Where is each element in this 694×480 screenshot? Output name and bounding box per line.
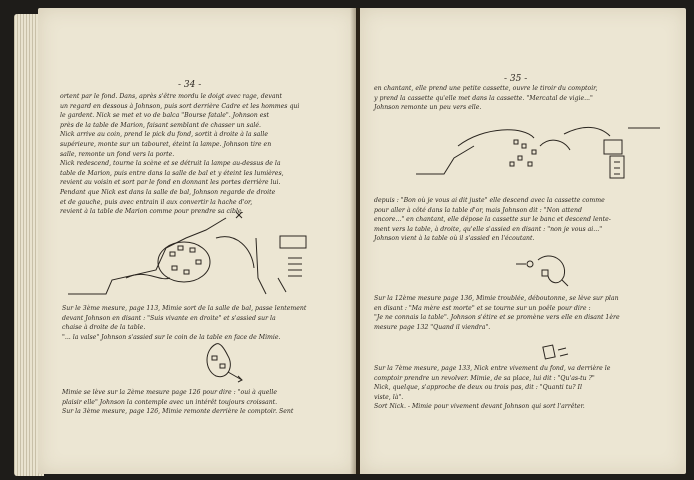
left-page-number: - 34 -: [178, 80, 202, 90]
left-text-block-1: ortent par le fond. Dans, après s'être mordu le doigt avec rage, devant un regard en dessous à Johnson, puis sort derrière Cadre et les hommes qui le gardent. Nick se met et vo de balca "Bourse fatale". Johnson est près de la table de Marion, faisant semblant de chasser un salé. Nick arrive au coin, prend le pick du fond, sortit à droite à la salle supérieure, monte sur un tabouret, éteint la lampe. Johnson tire en salle, remonte un fond vers la porte. Nick redescend, tourne la scène et se détruit la lampe au-dessus de la table de Marion, puis entre dans la salle de bal et y éteint les lumières, revient au voisin et sort par le fond en donnant les portes derrière lui. Pendant que Nick est dans la salle de bal, Johnson regarde de droite et de gauche, puis avec entrain il aux convertir la hache d'or, revient à la table de Marion comme pour prendre sa cible.: [60, 93, 300, 216]
right-stage-diagram-3: [538, 342, 572, 364]
right-text-block-4: Sur la 7ème mesure, page 133, Nick entre vivement du fond, va derrière le comptoir prendre un revolver. Mimie, de sa place, lui dit : "Qu'as-tu ?" Nick, quelque, s'approche de deux ou trois pas, dit : "Quanti tu? Il viste, là". Sort Nick. - Mimie pour vivement devant Johnson qui sort l'arrêter.: [374, 365, 611, 411]
left-text-block-2: Sur le 3ème mesure, page 113, Mimie sort de la salle de bal, passe lentement devant Johnson en disant : "Suis vivante en droite" et s'assied sur la chaise à droite de la table. "... la valse" Johnson s'assied sur le coin de la table en face de Mimie.: [62, 305, 307, 341]
right-page: [360, 8, 686, 474]
right-text-block-3: Sur la 12ème mesure page 136, Mimie troublée, déboutonne, se lève sur plan en disant : "Ma mère est morte" et se tourne sur un poêle pour dire : "Je ne connais la table". Johnson s'étire et se promène vers elle en disant 1ère mesure page 132 "Quand il viendra".: [374, 295, 620, 331]
right-text-block-2: depuis : "Bon où je vous ai dit juste" elle descend avec la cassette comme pour aller à côté dans la table d'or, mais Johnson dit : "Non attend encore..." en chantant, elle dépose la cassette sur le banc et descend lente- ment vers la table, à droite, qu'elle s'assied en disant : "non je vous ai..." Johnson vient à la table où il s'assied en l'écoutant.: [374, 197, 611, 243]
open-book: [6, 4, 688, 476]
right-stage-diagram-2: [510, 250, 580, 290]
left-page: [38, 8, 356, 474]
right-page-number: - 35 -: [504, 74, 528, 84]
right-text-block-1: en chantant, elle prend une petite cassette, ouvre le tiroir du comptoir, y prend la cassette qu'elle met dans la cassette. "Mercatal de vigie..." Johnson remonte un peu vers elle.: [374, 85, 598, 112]
left-stage-diagram-2: [198, 336, 258, 388]
left-text-block-3: Mimie se lève sur la 2ème mesure page 126 pour dire : "oui à quelle plaisir elle" Johnson la contemple avec un intérêt toujours croissant. Sur la 3ème mesure, page 126, Mimie remonte derrière le comptoir. Sent: [62, 389, 294, 416]
right-stage-diagram-1: [414, 116, 664, 188]
left-stage-diagram-1: [66, 208, 336, 300]
